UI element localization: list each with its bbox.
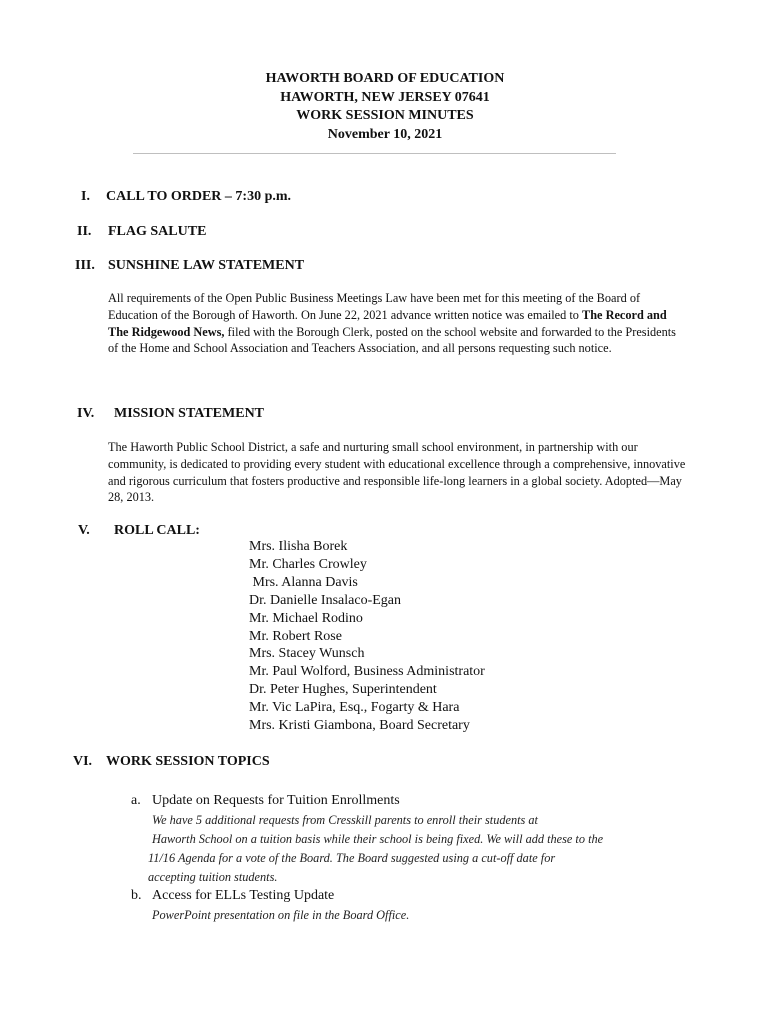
section-title: CALL TO ORDER – 7:30 p.m. (106, 189, 292, 204)
board-name: HAWORTH BOARD OF EDUCATION (265, 71, 505, 86)
topic-note: accepting tuition students. (148, 870, 278, 884)
roll-call-member: Dr. Danielle Insalaco-Egan (249, 592, 401, 608)
section-title: SUNSHINE LAW STATEMENT (108, 258, 305, 273)
section-title: WORK SESSION TOPICS (106, 754, 270, 769)
roll-call-member: Mrs. Stacey Wunsch (249, 646, 365, 662)
document-header (0, 70, 770, 144)
meeting-date: November 10, 2021 (327, 126, 443, 142)
topic-title: Access for ELLs Testing Update (152, 888, 335, 903)
roll-call-member: Dr. Peter Hughes, Superintendent (249, 682, 437, 698)
roll-call-member: Mr. Robert Rose (249, 628, 342, 644)
roll-call-member: Mr. Vic LaPira, Esq., Fogarty & Hara (249, 700, 460, 716)
header-divider (133, 153, 616, 154)
section-number: II. (77, 224, 92, 239)
topic-letter: a. (131, 793, 141, 808)
roll-call-member: Mrs. Alanna Davis (249, 574, 358, 590)
roll-call-member: Mr. Michael Rodino (249, 610, 363, 626)
topic-note: PowerPoint presentation on file in the Board Office. (152, 908, 410, 922)
topic-note: 11/16 Agenda for a vote of the Board. The Board suggested using a cut-off date for (148, 851, 556, 865)
roll-call-member: Mr. Paul Wolford, Business Administrator (249, 664, 485, 680)
roll-call-member: Mrs. Ilisha Borek (249, 539, 348, 554)
newspaper-names: The Record and The Ridgewood News, (108, 307, 667, 339)
roll-call-list (249, 538, 485, 735)
section-number: V. (78, 523, 90, 538)
section-number: IV. (77, 406, 95, 421)
roll-call-member: Mrs. Kristi Giambona, Board Secretary (249, 718, 470, 734)
topic-title: Update on Requests for Tuition Enrollments (152, 793, 400, 808)
section-number: III. (75, 258, 95, 273)
location: HAWORTH, NEW JERSEY 07641 (280, 89, 490, 105)
sunshine-statement (108, 290, 688, 357)
section-number: I. (81, 189, 90, 204)
roll-call-member: Mr. Charles Crowley (249, 556, 367, 572)
topic-note: We have 5 additional requests from Cresskill parents to enroll their students at (152, 813, 538, 827)
topic-ells-testing (131, 887, 335, 905)
topic-note: Haworth School on a tuition basis while their school is being fixed. We will add these to the (152, 832, 604, 846)
topic-letter: b. (131, 888, 142, 903)
section-title: FLAG SALUTE (108, 224, 207, 239)
section-title: ROLL CALL: (114, 523, 200, 538)
document-title: WORK SESSION MINUTES (296, 108, 474, 123)
sunshine-text-b: filed with the Borough Clerk, posted on the school website and forwarded to the Presidents of the Home and School Association and Teachers Association, and all persons requesting such notice. (108, 324, 676, 356)
section-title: MISSION STATEMENT (114, 406, 265, 421)
mission-statement: The Haworth Public School District, a safe and nurturing small school environment, in partnership with our community, is dedicated to providing every student with educational excellence through a comprehensive, innovative and rigorous curriculum that fosters productive and responsible life-long learners in a global society. Adopted—May 28, 2013. (108, 440, 686, 505)
section-number: VI. (73, 754, 93, 769)
topic-tuition-enrollments (131, 792, 400, 810)
sunshine-text-a: All requirements of the Open Public Business Meetings Law have been met for this meeting of the Board of Education of the Borough of Haworth. On June 22, 2021 advance written notice was emailed to (108, 291, 641, 322)
